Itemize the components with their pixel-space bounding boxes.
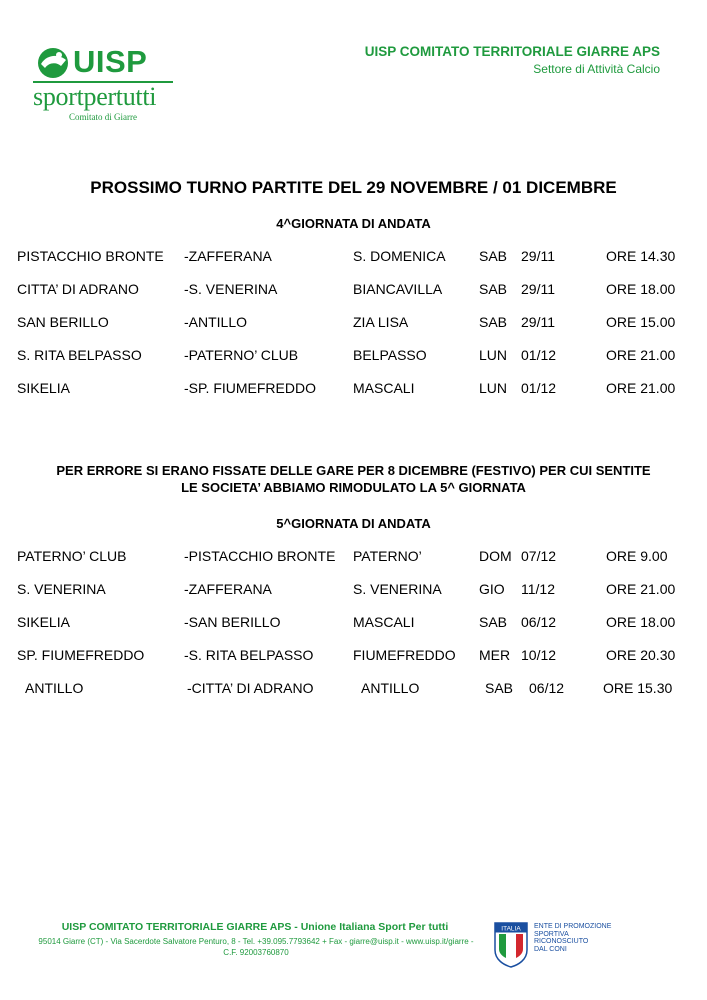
match-date: 06/12 — [521, 614, 557, 630]
match-day: GIO — [479, 581, 505, 597]
match-day: SAB — [479, 248, 508, 264]
match-day: LUN — [479, 347, 508, 363]
match-time: ORE 18.00 — [606, 614, 676, 630]
match-date: 29/11 — [521, 281, 555, 297]
round4-title: 4^GIORNATA DI ANDATA — [276, 216, 431, 231]
match-time: ORE 20.30 — [606, 647, 676, 663]
header-sector: Settore di Attività Calcio — [533, 62, 660, 76]
footer-org: UISP COMITATO TERRITORIALE GIARRE APS - Unione Italiana Sport Per tutti — [61, 921, 449, 933]
match-day: MER — [479, 647, 511, 663]
match-venue: BIANCAVILLA — [353, 281, 443, 297]
footer-address-line-2: C.F. 92003760870 — [223, 948, 289, 957]
coni-line-2: SPORTIVA — [534, 930, 569, 938]
footer-address-line-1: 95014 Giarre (CT) - Via Sacerdote Salvatore Penturo, 8 - Tel. +39.095.7793642 + Fax - giarre@uisp.it - www.uisp.it/giarre - — [38, 937, 474, 946]
match-venue: ANTILLO — [361, 680, 420, 696]
match-venue: FIUMEFREDDO — [353, 647, 456, 663]
match-time: ORE 21.00 — [606, 380, 676, 396]
logo-brand: UISP — [73, 44, 148, 79]
match-away: -S. RITA BELPASSO — [184, 647, 314, 663]
notice-line-1: PER ERRORE SI ERANO FISSATE DELLE GARE PER 8 DICEMBRE (FESTIVO) PER CUI SENTITE — [56, 463, 651, 478]
match-day: SAB — [485, 680, 514, 696]
match-date: 01/12 — [521, 347, 557, 363]
uisp-logo — [33, 42, 178, 124]
match-day: SAB — [479, 281, 508, 297]
match-row — [0, 380, 707, 398]
coni-shield-label: ITALIA — [501, 925, 521, 933]
logo-committee: Comitato di Giarre — [69, 112, 137, 122]
match-day: LUN — [479, 380, 508, 396]
match-venue: S. DOMENICA — [353, 248, 446, 264]
match-venue: S. VENERINA — [353, 581, 442, 597]
match-date: 06/12 — [529, 680, 565, 696]
match-away: -CITTA’ DI ADRANO — [187, 680, 314, 696]
match-date: 11/12 — [521, 581, 555, 597]
match-home: SP. FIUMEFREDDO — [17, 647, 145, 663]
logo-tagline: sportpertutti — [33, 82, 157, 111]
match-home: S. RITA BELPASSO — [17, 347, 142, 363]
match-time: ORE 14.30 — [606, 248, 676, 264]
match-away: -S. VENERINA — [184, 281, 278, 297]
match-day: SAB — [479, 314, 508, 330]
coni-shield-icon — [494, 922, 528, 968]
coni-line-1: ENTE DI PROMOZIONE — [534, 923, 612, 930]
match-venue: PATERNO’ — [353, 548, 422, 564]
match-date: 29/11 — [521, 248, 555, 264]
match-home: SIKELIA — [17, 380, 70, 396]
coni-line-3: RICONOSCIUTO — [534, 938, 589, 945]
match-away: -PISTACCHIO BRONTE — [184, 548, 336, 564]
match-venue: MASCALI — [353, 380, 415, 396]
page-title: PROSSIMO TURNO PARTITE DEL 29 NOVEMBRE / 01 DICEMBRE — [90, 178, 617, 197]
match-venue: MASCALI — [353, 614, 415, 630]
match-date: 29/11 — [521, 314, 555, 330]
match-home: SAN BERILLO — [17, 314, 109, 330]
match-day: DOM — [479, 548, 512, 564]
match-date: 01/12 — [521, 380, 557, 396]
header-org: UISP COMITATO TERRITORIALE GIARRE APS — [364, 44, 660, 59]
match-row — [0, 581, 707, 599]
match-date: 10/12 — [521, 647, 557, 663]
match-home: SIKELIA — [17, 614, 70, 630]
match-home: PISTACCHIO BRONTE — [17, 248, 164, 264]
match-away: -ZAFFERANA — [184, 581, 272, 597]
match-venue: ZIA LISA — [353, 314, 409, 330]
match-time: ORE 21.00 — [606, 347, 676, 363]
match-row — [0, 281, 707, 299]
uisp-runner-icon — [33, 44, 73, 80]
match-row — [0, 314, 707, 332]
match-date: 07/12 — [521, 548, 557, 564]
match-row — [0, 680, 707, 698]
match-venue: BELPASSO — [353, 347, 427, 363]
match-time: ORE 18.00 — [606, 281, 676, 297]
match-home: S. VENERINA — [17, 581, 106, 597]
match-row — [0, 548, 707, 566]
match-row — [0, 248, 707, 266]
match-away: -ZAFFERANA — [184, 248, 272, 264]
match-away: -SAN BERILLO — [184, 614, 281, 630]
match-time: ORE 15.30 — [603, 680, 673, 696]
footer-address — [38, 936, 474, 958]
coni-line-4: DAL CONI — [534, 945, 567, 953]
match-away: -ANTILLO — [184, 314, 248, 330]
match-home: ANTILLO — [25, 680, 84, 696]
match-away: -PATERNO’ CLUB — [184, 347, 299, 363]
match-home: PATERNO’ CLUB — [17, 548, 127, 564]
match-day: SAB — [479, 614, 508, 630]
notice-line-2: LE SOCIETA’ ABBIAMO RIMODULATO LA 5^ GIORNATA — [181, 480, 526, 495]
match-home: CITTA’ DI ADRANO — [17, 281, 139, 297]
match-row — [0, 647, 707, 665]
match-row — [0, 347, 707, 365]
match-time: ORE 9.00 — [606, 548, 668, 564]
notice — [0, 462, 707, 496]
coni-recognition — [534, 923, 611, 953]
round5-title: 5^GIORNATA DI ANDATA — [276, 516, 431, 531]
match-away: -SP. FIUMEFREDDO — [184, 380, 316, 396]
match-row — [0, 614, 707, 632]
match-time: ORE 15.00 — [606, 314, 676, 330]
match-time: ORE 21.00 — [606, 581, 676, 597]
